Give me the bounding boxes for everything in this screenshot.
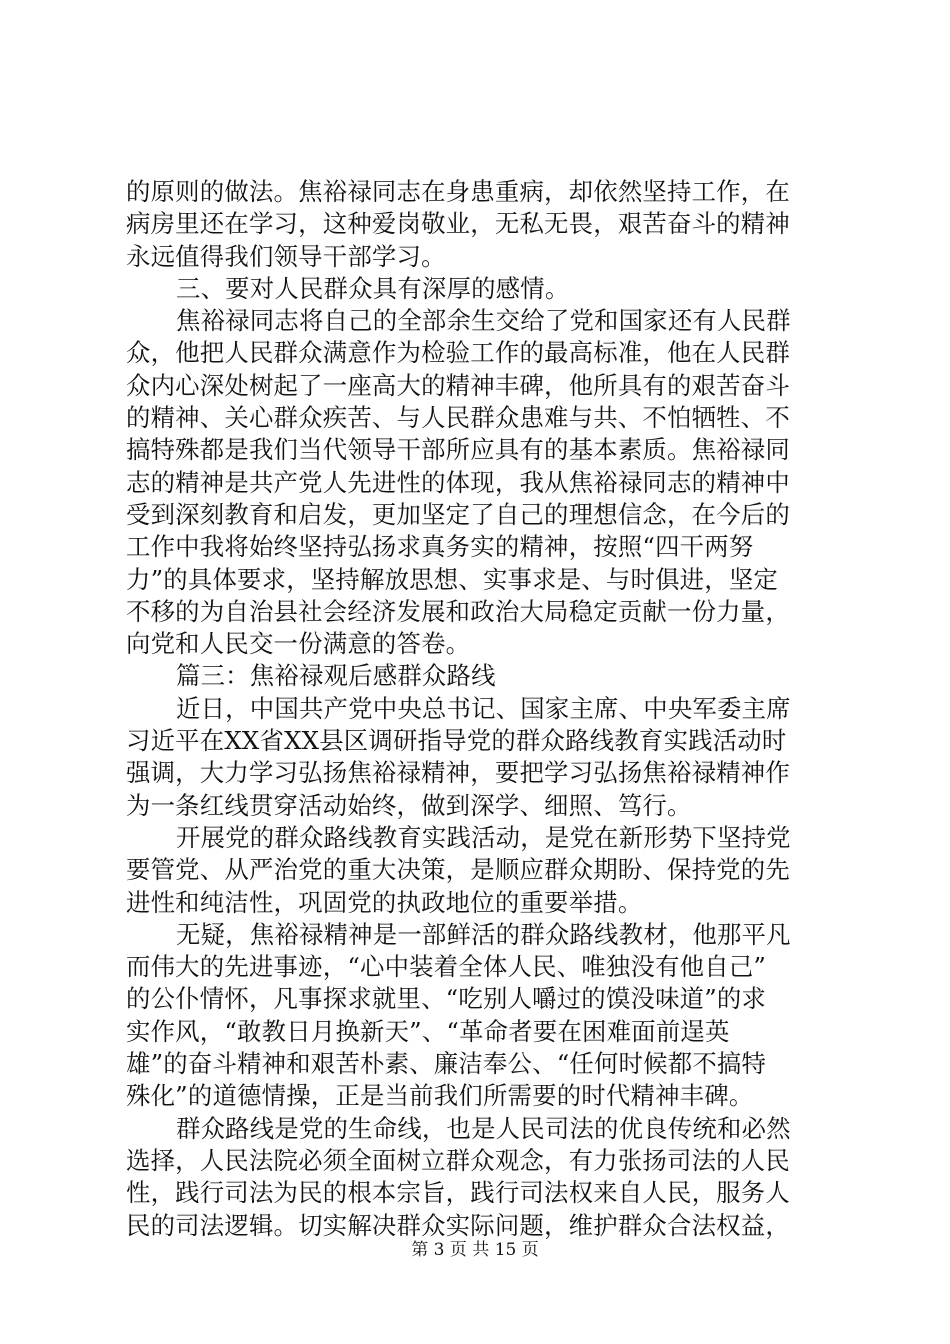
text-line: 无疑，焦裕禄精神是一部鲜活的群众路线教材，他那平凡	[176, 919, 791, 949]
text-line: 群众路线是党的生命线，也是人民司法的优良传统和必然	[176, 1113, 791, 1143]
text-line: 永远值得我们领导干部学习。	[126, 241, 446, 271]
text-line: 实作风，“敢教日月换新天”、“革命者要在困难面前逞英	[126, 1016, 730, 1046]
text-line: 众内心深处树起了一座高大的精神丰碑，他所具有的艰苦奋斗	[126, 370, 790, 400]
text-line: 而伟大的先进事迹，“心中装着全体人民、唯独没有他自己”	[126, 952, 767, 982]
text-line: 近日，中国共产党中央总书记、国家主席、中央军委主席	[176, 693, 791, 723]
text-line: 的公仆情怀，凡事探求就里、“吃别人嚼过的馍没味道”的求	[126, 984, 767, 1014]
text-line: 搞特殊都是我们当代领导干部所应具有的基本素质。焦裕禄同	[126, 435, 790, 465]
text-line: 三、要对人民群众具有深厚的感情。	[176, 273, 570, 303]
text-line: 开展党的群众路线教育实践活动，是党在新形势下坚持党	[176, 822, 791, 852]
document-body	[126, 176, 836, 1242]
text-line: 工作中我将始终坚持弘扬求真务实的精神，按照“四干两努	[126, 532, 754, 562]
text-line: 进性和纯洁性，巩固党的执政地位的重要举措。	[126, 887, 643, 917]
text-line: 要管党、从严治党的重大决策，是顺应群众期盼、保持党的先	[126, 855, 790, 885]
text-line: 民的司法逻辑。切实解决群众实际问题，维护群众合法权益，	[126, 1210, 790, 1240]
text-line: 力”的具体要求，坚持解放思想、实事求是、与时俱进，坚定	[126, 564, 779, 594]
text-line: 志的精神是共产党人先进性的体现，我从焦裕禄同志的精神中	[126, 467, 790, 497]
text-line: 不移的为自治县社会经济发展和政治大局稳定贡献一份力量，	[126, 596, 790, 626]
text-line: 为一条红线贯穿活动始终，做到深学、细照、笃行。	[126, 790, 692, 820]
text-line: 殊化”的道德情操，正是当前我们所需要的时代精神丰碑。	[126, 1081, 754, 1111]
text-line: 向党和人民交一份满意的答卷。	[126, 629, 471, 659]
text-line: 选择，人民法院必须全面树立群众观念，有力张扬司法的人民	[126, 1145, 790, 1175]
text-line: 雄”的奋斗精神和艰苦朴素、廉洁奉公、“任何时候都不搞特	[126, 1049, 767, 1079]
text-line: 的精神、关心群众疾苦、与人民群众患难与共、不怕牺牲、不	[126, 403, 790, 433]
text-line: 习近平在XX省XX县区调研指导党的群众路线教育实践活动时	[126, 726, 787, 756]
text-line: 焦裕禄同志将自己的全部余生交给了党和国家还有人民群	[176, 306, 791, 336]
text-line: 病房里还在学习，这种爱岗敬业，无私无畏，艰苦奋斗的精神	[126, 209, 790, 239]
text-line: 受到深刻教育和启发，更加坚定了自己的理想信念，在今后的	[126, 499, 790, 529]
text-line: 强调，大力学习弘扬焦裕禄精神，要把学习弘扬焦裕禄精神作	[126, 758, 790, 788]
text-line: 众，他把人民群众满意作为检验工作的最高标准，他在人民群	[126, 338, 790, 368]
page-footer: 第 3 页 共 15 页	[411, 1240, 539, 1260]
text-line: 性，践行司法为民的根本宗旨，践行司法权来自人民，服务人	[126, 1178, 790, 1208]
text-line: 的原则的做法。焦裕禄同志在身患重病，却依然坚持工作，在	[126, 177, 790, 206]
text-line: 篇三：焦裕禄观后感群众路线	[176, 661, 496, 691]
